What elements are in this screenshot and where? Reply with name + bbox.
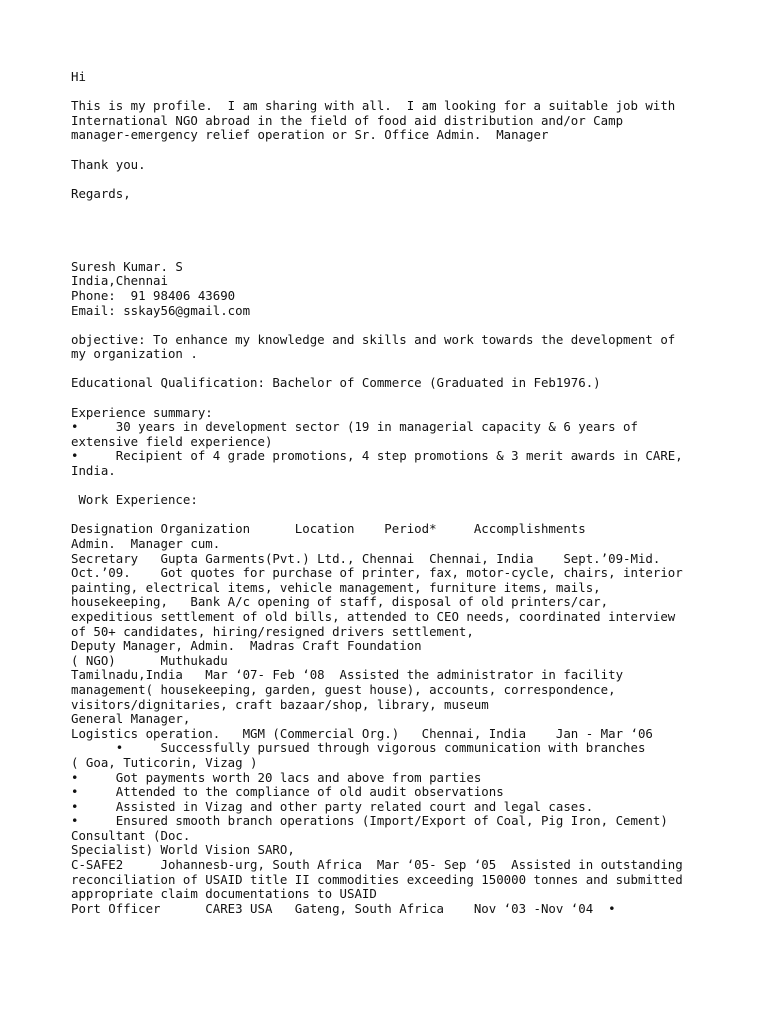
email-document <box>71 70 711 916</box>
objective-line: objective: To enhance my knowledge and skills and work towards the development of <box>71 331 676 347</box>
spacer <box>71 231 711 246</box>
work-experience-list <box>71 522 711 916</box>
contact-location: India,Chennai <box>71 273 168 289</box>
spacer <box>71 172 711 187</box>
greeting: Hi <box>71 69 86 84</box>
work-experience-line: General Manager, <box>71 711 191 727</box>
work-experience-line: Specialist) World Vision SARO, <box>71 842 295 858</box>
spacer <box>71 391 711 406</box>
work-experience-line: appropriate claim documentations to USAID <box>71 886 377 902</box>
spacer <box>71 245 711 260</box>
work-experience-line: • Attended to the compliance of old audit observations <box>71 784 504 800</box>
work-experience-line: painting, electrical items, vehicle management, furniture items, mails, <box>71 579 601 595</box>
work-experience-line: reconciliation of USAID title II commodities exceeding 150000 tonnes and submitted <box>71 871 683 887</box>
spacer <box>71 143 711 158</box>
work-experience-line: ( NGO) Muthukadu <box>71 652 228 668</box>
experience-summary-line: extensive field experience) <box>71 433 273 449</box>
experience-summary-heading: Experience summary: <box>71 404 213 420</box>
intro-line: manager-emergency relief operation or Sr. Office Admin. Manager <box>71 127 549 143</box>
work-experience-line: Designation Organization Location Period* Accomplishments <box>71 521 586 537</box>
work-experience-line: Admin. Manager cum. <box>71 536 221 551</box>
work-experience-line: Consultant (Doc. <box>71 827 191 843</box>
work-experience-line: Deputy Manager, Admin. Madras Craft Foundation <box>71 638 422 654</box>
work-experience-line: Port Officer CARE3 USA Gateng, South Africa Nov ‘03 -Nov ‘04 • <box>71 900 616 916</box>
work-experience-line: • Successfully pursued through vigorous communication with branches <box>71 740 646 756</box>
work-experience-line: • Assisted in Vizag and other party related court and legal cases. <box>71 798 594 814</box>
work-experience-line: ( Goa, Tuticorin, Vizag ) <box>71 754 258 770</box>
experience-summary-line: • Recipient of 4 grade promotions, 4 step promotions & 3 merit awards in CARE, <box>71 448 683 464</box>
work-experience-heading: Work Experience: <box>71 492 198 508</box>
experience-summary-line: India. <box>71 463 116 479</box>
spacer <box>71 318 711 333</box>
intro-line: International NGO abroad in the field of food aid distribution and/or Camp <box>71 112 624 128</box>
work-experience-line: management( housekeeping, garden, guest house), accounts, correspondence, <box>71 681 616 697</box>
work-experience-line: of 50+ candidates, hiring/resigned drivers settlement, <box>71 623 474 639</box>
thanks-line: Thank you. <box>71 156 146 172</box>
spacer <box>71 362 711 377</box>
work-experience-line: expeditious settlement of old bills, attended to CEO needs, coordinated interview <box>71 608 676 624</box>
work-experience-line: • Got payments worth 20 lacs and above from parties <box>71 769 482 785</box>
objective-line: my organization . <box>71 346 198 362</box>
work-experience-line: Secretary Gupta Garments(Pvt.) Ltd., Chennai Chennai, India Sept.’09-Mid. <box>71 550 661 566</box>
contact-email: Email: sskay56@gmail.com <box>71 302 251 318</box>
spacer <box>71 85 711 100</box>
intro-line: This is my profile. I am sharing with all. I am looking for a suitable job with <box>71 98 676 114</box>
work-experience-line: Logistics operation. MGM (Commercial Org.) Chennai, India Jan - Mar ‘06 <box>71 725 653 741</box>
work-experience-line: • Ensured smooth branch operations (Import/Export of Coal, Pig Iron, Cement) <box>71 813 668 829</box>
spacer <box>71 201 711 216</box>
regards-line: Regards, <box>71 185 131 201</box>
spacer <box>71 216 711 231</box>
contact-name: Suresh Kumar. S <box>71 258 183 274</box>
work-experience-line: Tamilnadu,India Mar ‘07- Feb ‘08 Assisted the administrator in facility <box>71 667 624 683</box>
work-experience-line: C-SAFE2 Johannesb-urg, South Africa Mar ‘05- Sep ‘05 Assisted in outstanding <box>71 857 683 873</box>
spacer <box>71 508 711 523</box>
work-experience-line: visitors/dignitaries, craft bazaar/shop, library, museum <box>71 696 489 712</box>
contact-phone: Phone: 91 98406 43690 <box>71 287 236 303</box>
work-experience-line: housekeeping, Bank A/c opening of staff, disposal of old printers/car, <box>71 594 609 610</box>
experience-summary-line: • 30 years in development sector (19 in managerial capacity & 6 years of <box>71 419 638 435</box>
work-experience-line: Oct.’09. Got quotes for purchase of printer, fax, motor-cycle, chairs, interior <box>71 565 683 581</box>
education-line: Educational Qualification: Bachelor of Commerce (Graduated in Feb1976.) <box>71 375 601 391</box>
spacer <box>71 479 711 494</box>
